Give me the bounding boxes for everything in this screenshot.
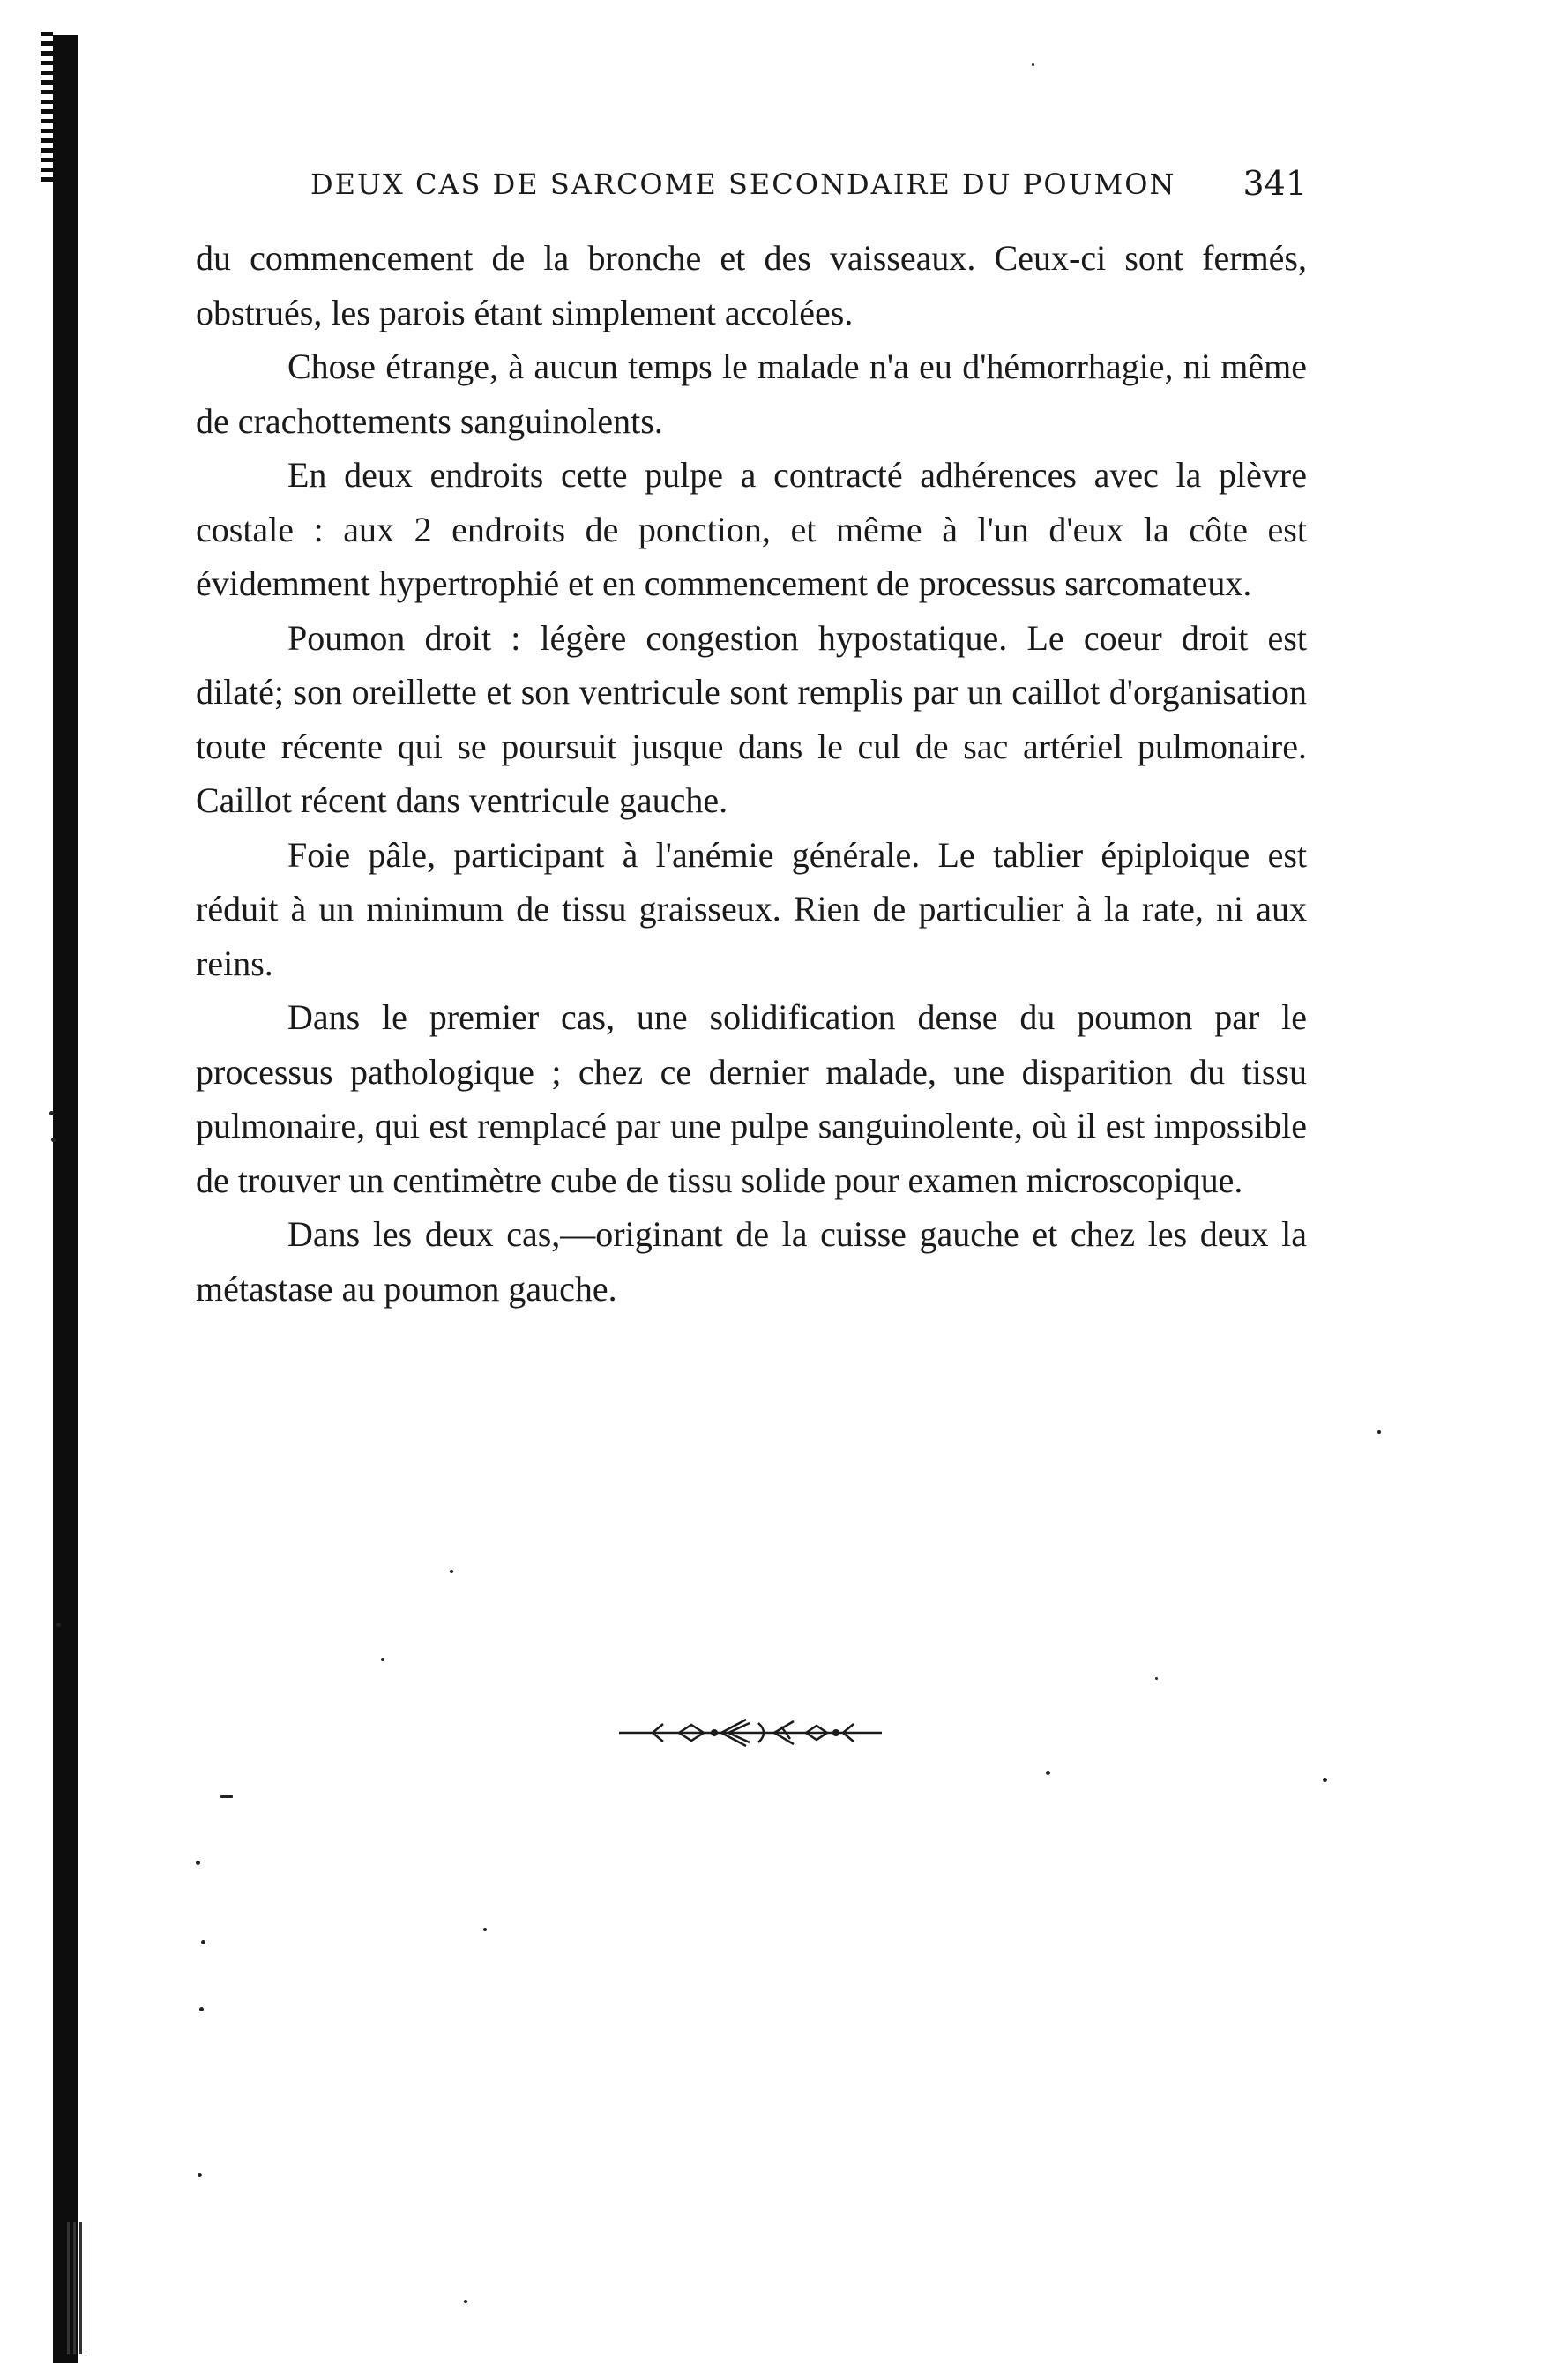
book-binding-edge bbox=[53, 35, 78, 2363]
speck bbox=[464, 2300, 467, 2303]
speck bbox=[198, 2173, 202, 2177]
speck bbox=[381, 1658, 384, 1661]
speck bbox=[1323, 1778, 1327, 1782]
paragraph: Foie pâle, participant à l'anémie générale. Le tablier épiploique est réduit à un minimum de tissu graisseux. Rien de particulier à la rate, ni aux reins. bbox=[196, 834, 1307, 983]
speck bbox=[1377, 1430, 1381, 1434]
paragraph: En deux endroits cette pulpe a contracté adhérences avec la plèvre costale : aux 2 endroits de ponction, et même à l'un d'eux la côte est évidemment hypertrophié et en commencement de processus sarcomateux. bbox=[196, 455, 1307, 603]
speck bbox=[49, 1111, 54, 1115]
binding-speckle-bottom bbox=[67, 2222, 86, 2354]
binding-speckle-top bbox=[41, 32, 53, 182]
paragraph: Dans le premier cas, une solidification dense du poumon par le processus pathologique ; chez ce dernier malade, une disparition du tissu pulmonaire, qui est remplacé par une pulpe sanguinolente, où il est impossible de trouver un centimètre cube de tissu solide pour examen microscopique. bbox=[196, 997, 1307, 1200]
running-title: DEUX CAS DE SARCOME SECONDAIRE DU POUMON bbox=[310, 168, 1176, 201]
speck bbox=[483, 1928, 487, 1931]
page-number: 341 bbox=[1242, 164, 1307, 203]
running-head bbox=[310, 164, 1307, 203]
paragraph: du commencement de la bronche et des vaisseaux. Ceux-ci sont fermés, obstrués, les parois étant simplement accolées. bbox=[196, 238, 1307, 332]
speck bbox=[1032, 63, 1034, 66]
speck bbox=[450, 1570, 453, 1573]
paragraph: Poumon droit : légère congestion hypostatique. Le coeur droit est dilaté; son oreillette et son ventricule sont remplis par un caillot d'organisation toute récente qui se poursuit jusque dans le cul de sac artériel pulmonaire. Caillot récent dans ventricule gauche. bbox=[196, 617, 1307, 820]
speck bbox=[1046, 1771, 1050, 1775]
speck bbox=[220, 1795, 233, 1798]
speck bbox=[201, 1940, 205, 1944]
speck bbox=[196, 1861, 200, 1865]
speck bbox=[51, 1138, 56, 1142]
speck bbox=[1155, 1677, 1158, 1680]
speck bbox=[56, 1623, 61, 1627]
body-text bbox=[196, 231, 1307, 1316]
paragraph: Chose étrange, à aucun temps le malade n'a eu d'hémorrhagie, ni même de crachottements sanguinolents. bbox=[196, 347, 1307, 441]
paragraph: Dans les deux cas,—originant de la cuisse gauche et chez les deux la métastase au poumon gauche. bbox=[196, 1214, 1307, 1309]
ornamental-divider-icon bbox=[617, 1712, 891, 1757]
speck bbox=[199, 2007, 204, 2011]
